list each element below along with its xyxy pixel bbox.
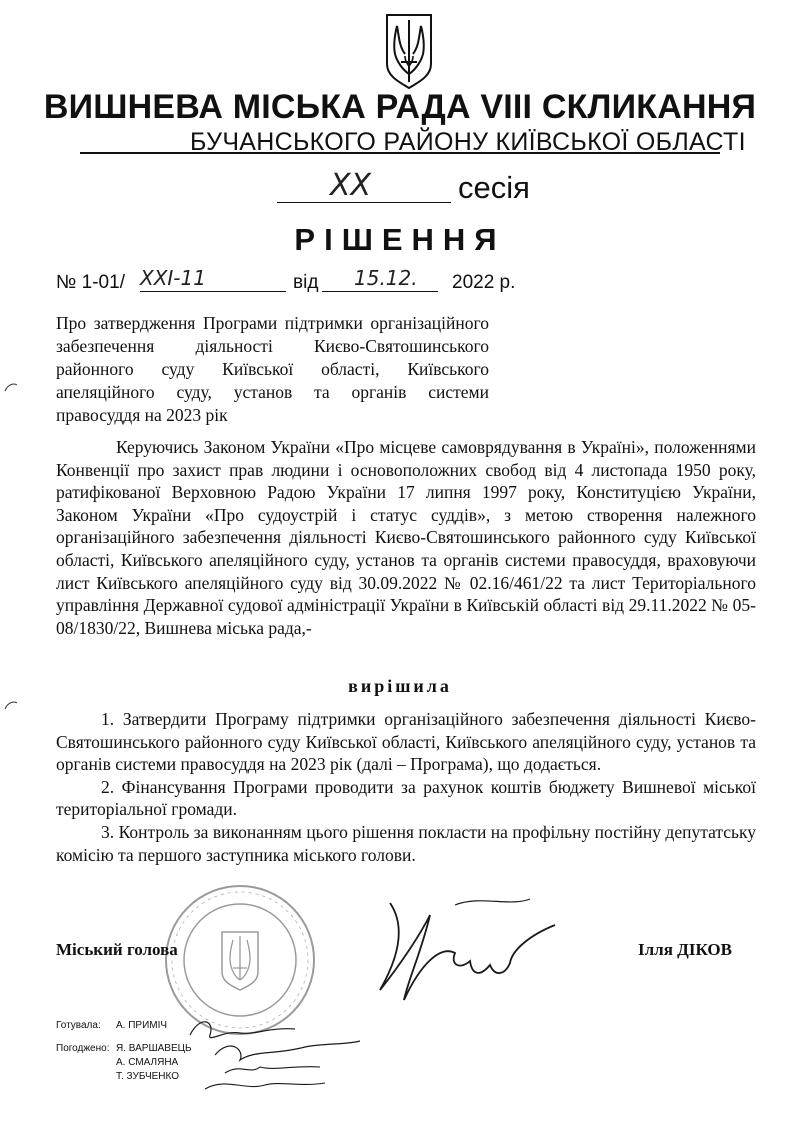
agreed-by-name: Я. ВАРШАВЕЦЬ xyxy=(116,1043,192,1054)
date-from-label: від xyxy=(293,272,319,293)
preamble-paragraph: Керуючись Законом України «Про місцеве самоврядування в Україні», положеннями Конвенції про захист прав людини і основоположних свобод від 4 листопада 1950 року, ратифікованої Верховною Радою України 17 липня 1997 року, Конституцією України, Законом України «Про судоустрій і статус суддів», з метою створення належного організаційного забезпечення діяльності Києво-Святошинського районного суду Київської області, Київського апеляційного суду, установ та органів системи правосуддя, враховуючи лист Київського апеляційного суду від 30.09.2022 № 02.16/461/22 та лист Територіального управління Державної судової адміністрації України в Київській області від 29.11.2022 № 05-08/1830/22, Вишнева міська рада,- xyxy=(56,437,756,638)
decision-subject: Про затвердження Програми підтримки організаційного забезпечення діяльності Києво-Святошинського районного суду Київської області, Київського апеляційного суду, установ та органів системи правосуддя на 2023 рік xyxy=(56,313,489,425)
mayor-name: Ілля ДІКОВ xyxy=(638,940,732,959)
doc-number-prefix: № 1-01/ xyxy=(56,272,125,293)
resolved-heading: вирішила xyxy=(348,676,452,696)
decision-item-1: 1. Затвердити Програму підтримки організаційного забезпечення діяльності Києво-Святошинського районного суду Київської області, Київського апеляційного суду, установ та органів системи правосуддя на 2023 рік (далі – Програма), що додається. xyxy=(56,709,756,775)
scan-mark-icon xyxy=(4,700,18,710)
decision-item-3: 3. Контроль за виконанням цього рішення покласти на профільну постійну депутатську комісію та першого заступника міського голови. xyxy=(56,821,756,865)
doc-year: 2022 р. xyxy=(452,272,516,293)
session-underline xyxy=(277,202,451,203)
decision-title: РІШЕННЯ xyxy=(294,222,506,257)
header-divider xyxy=(80,152,720,154)
doc-number-underline xyxy=(140,291,286,292)
session-label: сесія xyxy=(458,170,530,205)
council-subtitle: БУЧАНСЬКОГО РАЙОНУ КИЇВСЬКОЇ ОБЛАСТІ xyxy=(190,128,746,156)
doc-date-underline xyxy=(322,291,438,292)
session-number: ХХ xyxy=(330,168,372,203)
council-title: ВИШНЕВА МІСЬКА РАДА VIII СКЛИКАННЯ xyxy=(43,88,757,126)
agreed-by-name: А. СМАЛЯНА xyxy=(116,1057,179,1068)
doc-date: 15.12. xyxy=(354,266,418,290)
decision-item-2: 2. Фінансування Програми проводити за рахунок коштів бюджету Вишневої міської територіальної громади. xyxy=(56,776,756,820)
mayor-label: Міський голова xyxy=(56,940,178,959)
doc-number: ХХІ-11 xyxy=(140,266,206,290)
agreed-by-label: Погоджено: xyxy=(56,1043,110,1054)
prepared-by-name: А. ПРИМІЧ xyxy=(116,1020,168,1031)
prepared-by-label: Готувала: xyxy=(56,1020,101,1031)
visa-signatures-icon xyxy=(185,1005,385,1095)
agreed-by-name: Т. ЗУБЧЕНКО xyxy=(116,1071,179,1082)
scan-mark-icon xyxy=(4,382,18,392)
handwritten-signature-icon xyxy=(360,895,570,1005)
decision-items xyxy=(56,708,756,866)
trident-emblem-icon xyxy=(383,12,435,90)
